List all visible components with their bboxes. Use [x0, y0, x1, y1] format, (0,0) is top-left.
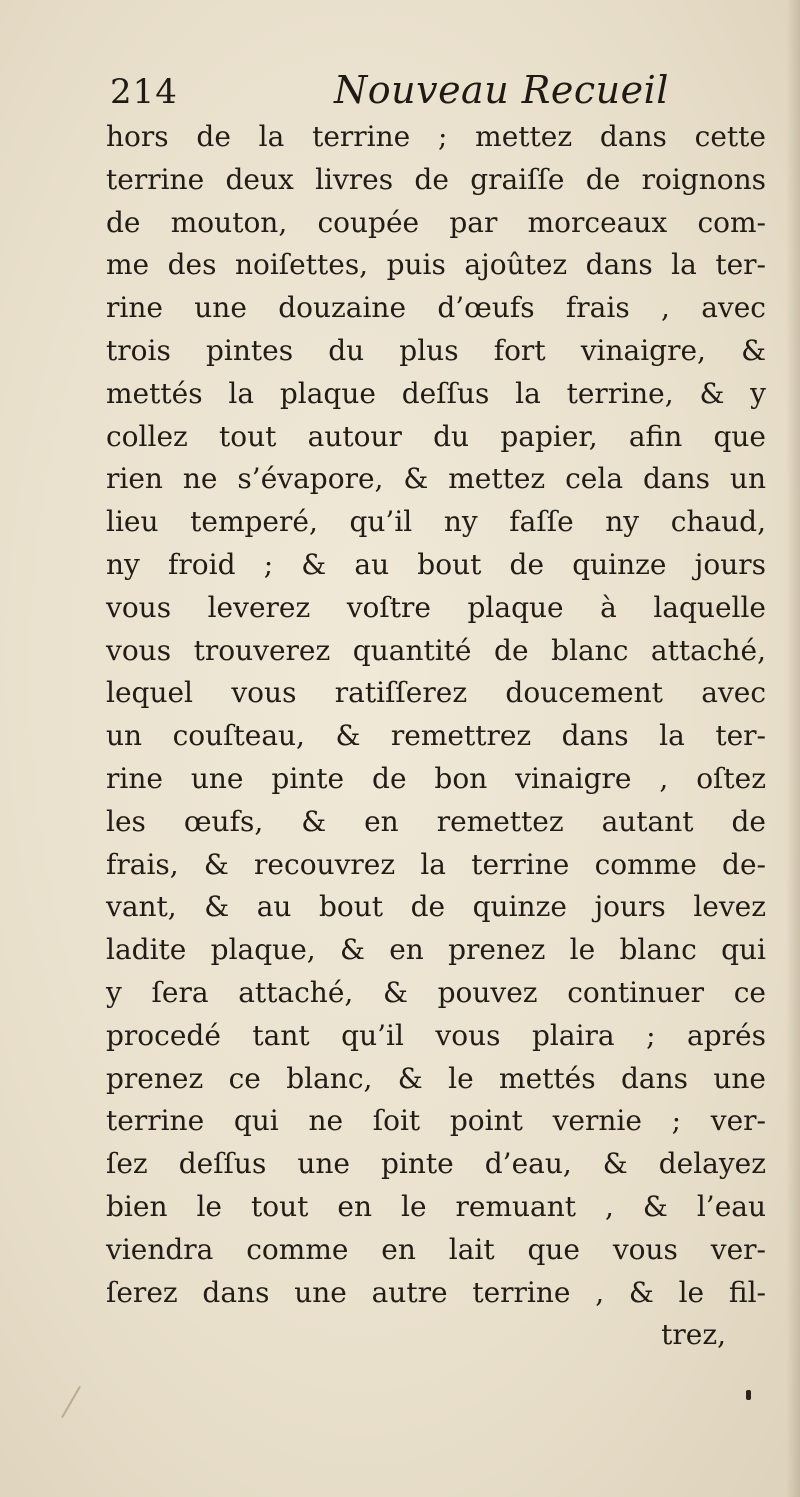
text-line: rine une pinte de bon vinaigre , oſtez	[106, 761, 766, 795]
text-line: ny froid ; & au bout de quinze jours	[106, 547, 766, 581]
text-line: un couſteau, & remettrez dans la ter-	[106, 719, 766, 753]
text-line: rien ne s’évapore, & mettez cela dans un	[106, 462, 766, 496]
text-line: vous trouverez quantité de blanc attaché,	[106, 633, 766, 667]
text-line: ſez deſſus une pinte d’eau, & delayez	[106, 1147, 766, 1181]
text-line: les œufs, & en remettez autant de	[106, 804, 766, 838]
text-line: vant, & au bout de quinze jours levez	[106, 890, 766, 924]
text-line: collez tout autour du papier, afin que	[106, 419, 766, 453]
text-line: vous leverez voſtre plaque à laquelle	[106, 590, 766, 624]
page-header	[110, 68, 710, 112]
ink-speck	[746, 1390, 751, 1400]
text-line: lieu temperé, qu’il ny faſſe ny chaud,	[106, 505, 766, 539]
catchword-line: trez,	[661, 1318, 726, 1352]
text-line: procedé tant qu’il vous plaira ; aprés	[106, 1018, 766, 1052]
page-number: 214	[110, 72, 178, 112]
text-line: lequel vous ratiſſerez doucement avec	[106, 676, 766, 710]
running-title: Nouveau Recueil	[334, 68, 669, 112]
text-line: prenez ce blanc, & le mettés dans une	[106, 1061, 766, 1095]
text-line: me des noiſettes, puis ajoûtez dans la ter-	[106, 248, 766, 282]
text-line: y ſera attaché, & pouvez continuer ce	[106, 975, 766, 1009]
text-line: mettés la plaque deſſus la terrine, & y	[106, 376, 766, 410]
text-line: rine une douzaine d’œufs frais , avec	[106, 291, 766, 325]
text-line: viendra comme en lait que vous ver-	[106, 1232, 766, 1266]
body-text	[106, 116, 796, 1357]
text-line: terrine deux livres de graiſſe de roignons	[106, 162, 766, 196]
text-line: bien le tout en le remuant , & l’eau	[106, 1189, 766, 1223]
text-line: ladite plaque, & en prenez le blanc qui	[106, 933, 766, 967]
text-line: de mouton, coupée par morceaux com-	[106, 205, 766, 239]
text-line: hors de la terrine ; mettez dans cette	[106, 120, 766, 153]
paper-mark	[61, 1386, 81, 1418]
text-line: ſerez dans une autre terrine , & le fil-	[106, 1275, 766, 1309]
text-line: frais, & recouvrez la terrine comme de-	[106, 847, 766, 881]
text-line: terrine qui ne ſoit point vernie ; ver-	[106, 1104, 766, 1138]
text-line: trois pintes du plus fort vinaigre, &	[106, 333, 766, 367]
